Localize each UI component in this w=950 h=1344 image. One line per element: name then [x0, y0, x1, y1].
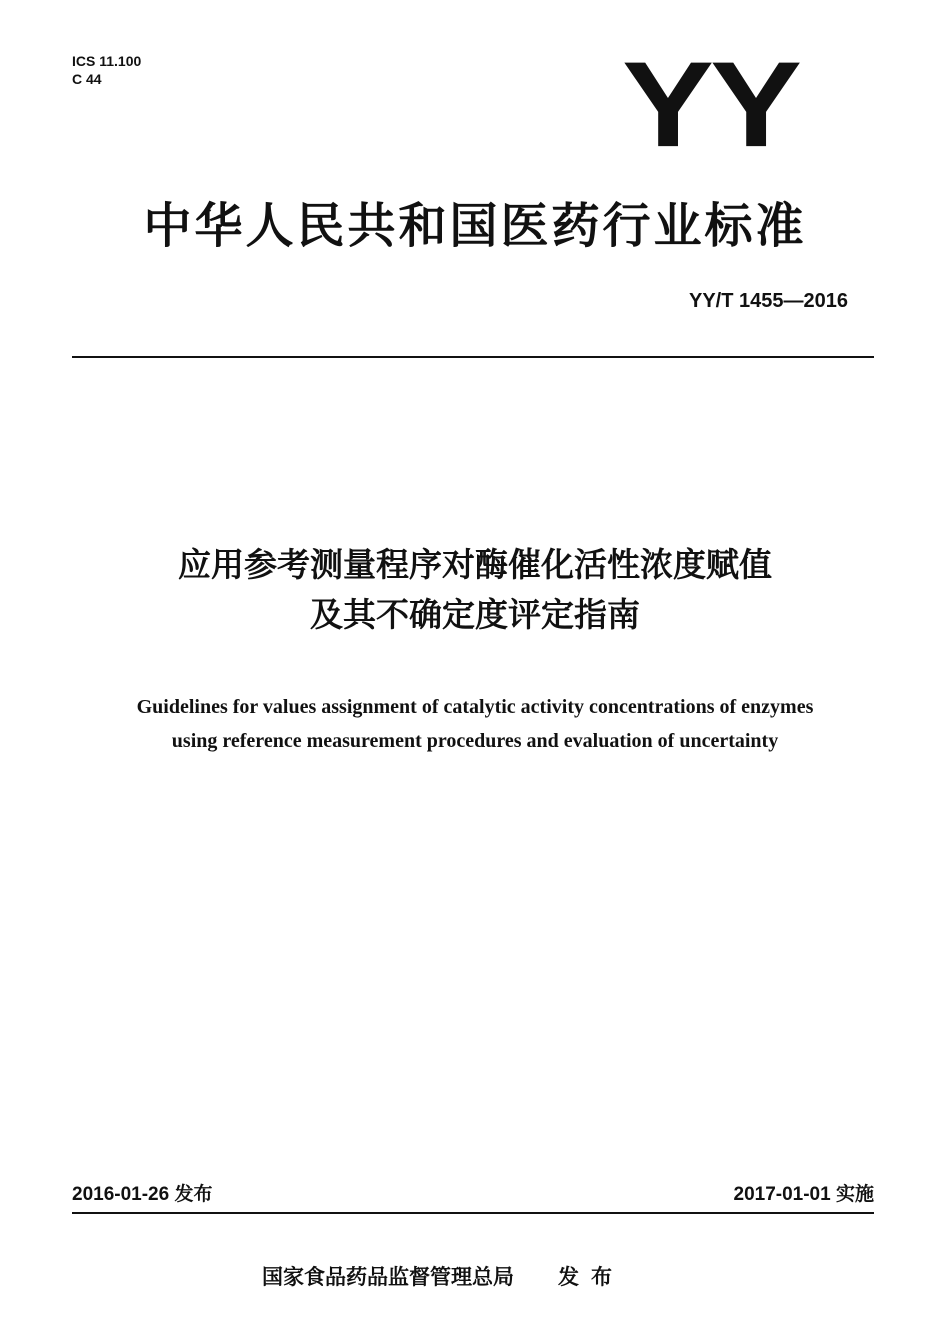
date-row [72, 1180, 874, 1208]
english-title-line-2: using reference measurement procedures and evaluation of uncertainty [171, 730, 779, 752]
implement-date-block [734, 1180, 875, 1209]
standard-number: YY/T 1455—2016 [689, 290, 848, 312]
chinese-title-line-2: 及其不确定度评定指南 [310, 595, 640, 634]
yy-standard-mark: YY [622, 37, 799, 173]
issuer-title: 中华人民共和国医药行业标准 [143, 198, 807, 254]
implement-date: 2017-01-01 [733, 1184, 831, 1205]
top-divider [72, 356, 874, 358]
ccs-code: C 44 [72, 71, 102, 87]
issue-date-block [72, 1180, 213, 1209]
chinese-title [0, 540, 950, 640]
ics-code: ICS 11.100 [72, 53, 142, 69]
issue-date: 2016-01-26 [72, 1184, 170, 1205]
publisher-name: 国家食品药品监督管理总局 [262, 1265, 514, 1289]
publisher-line [262, 1262, 624, 1292]
bottom-divider [72, 1212, 874, 1214]
implement-label: 实施 [835, 1183, 874, 1205]
chinese-title-line-1: 应用参考测量程序对酶催化活性浓度赋值 [178, 545, 772, 584]
english-title-line-1: Guidelines for values assignment of catalytic activity concentrations of enzymes [136, 696, 814, 718]
publisher-action: 发布 [558, 1265, 624, 1289]
issue-label: 发布 [174, 1183, 213, 1205]
english-title [0, 690, 950, 758]
classification-codes [72, 52, 141, 88]
